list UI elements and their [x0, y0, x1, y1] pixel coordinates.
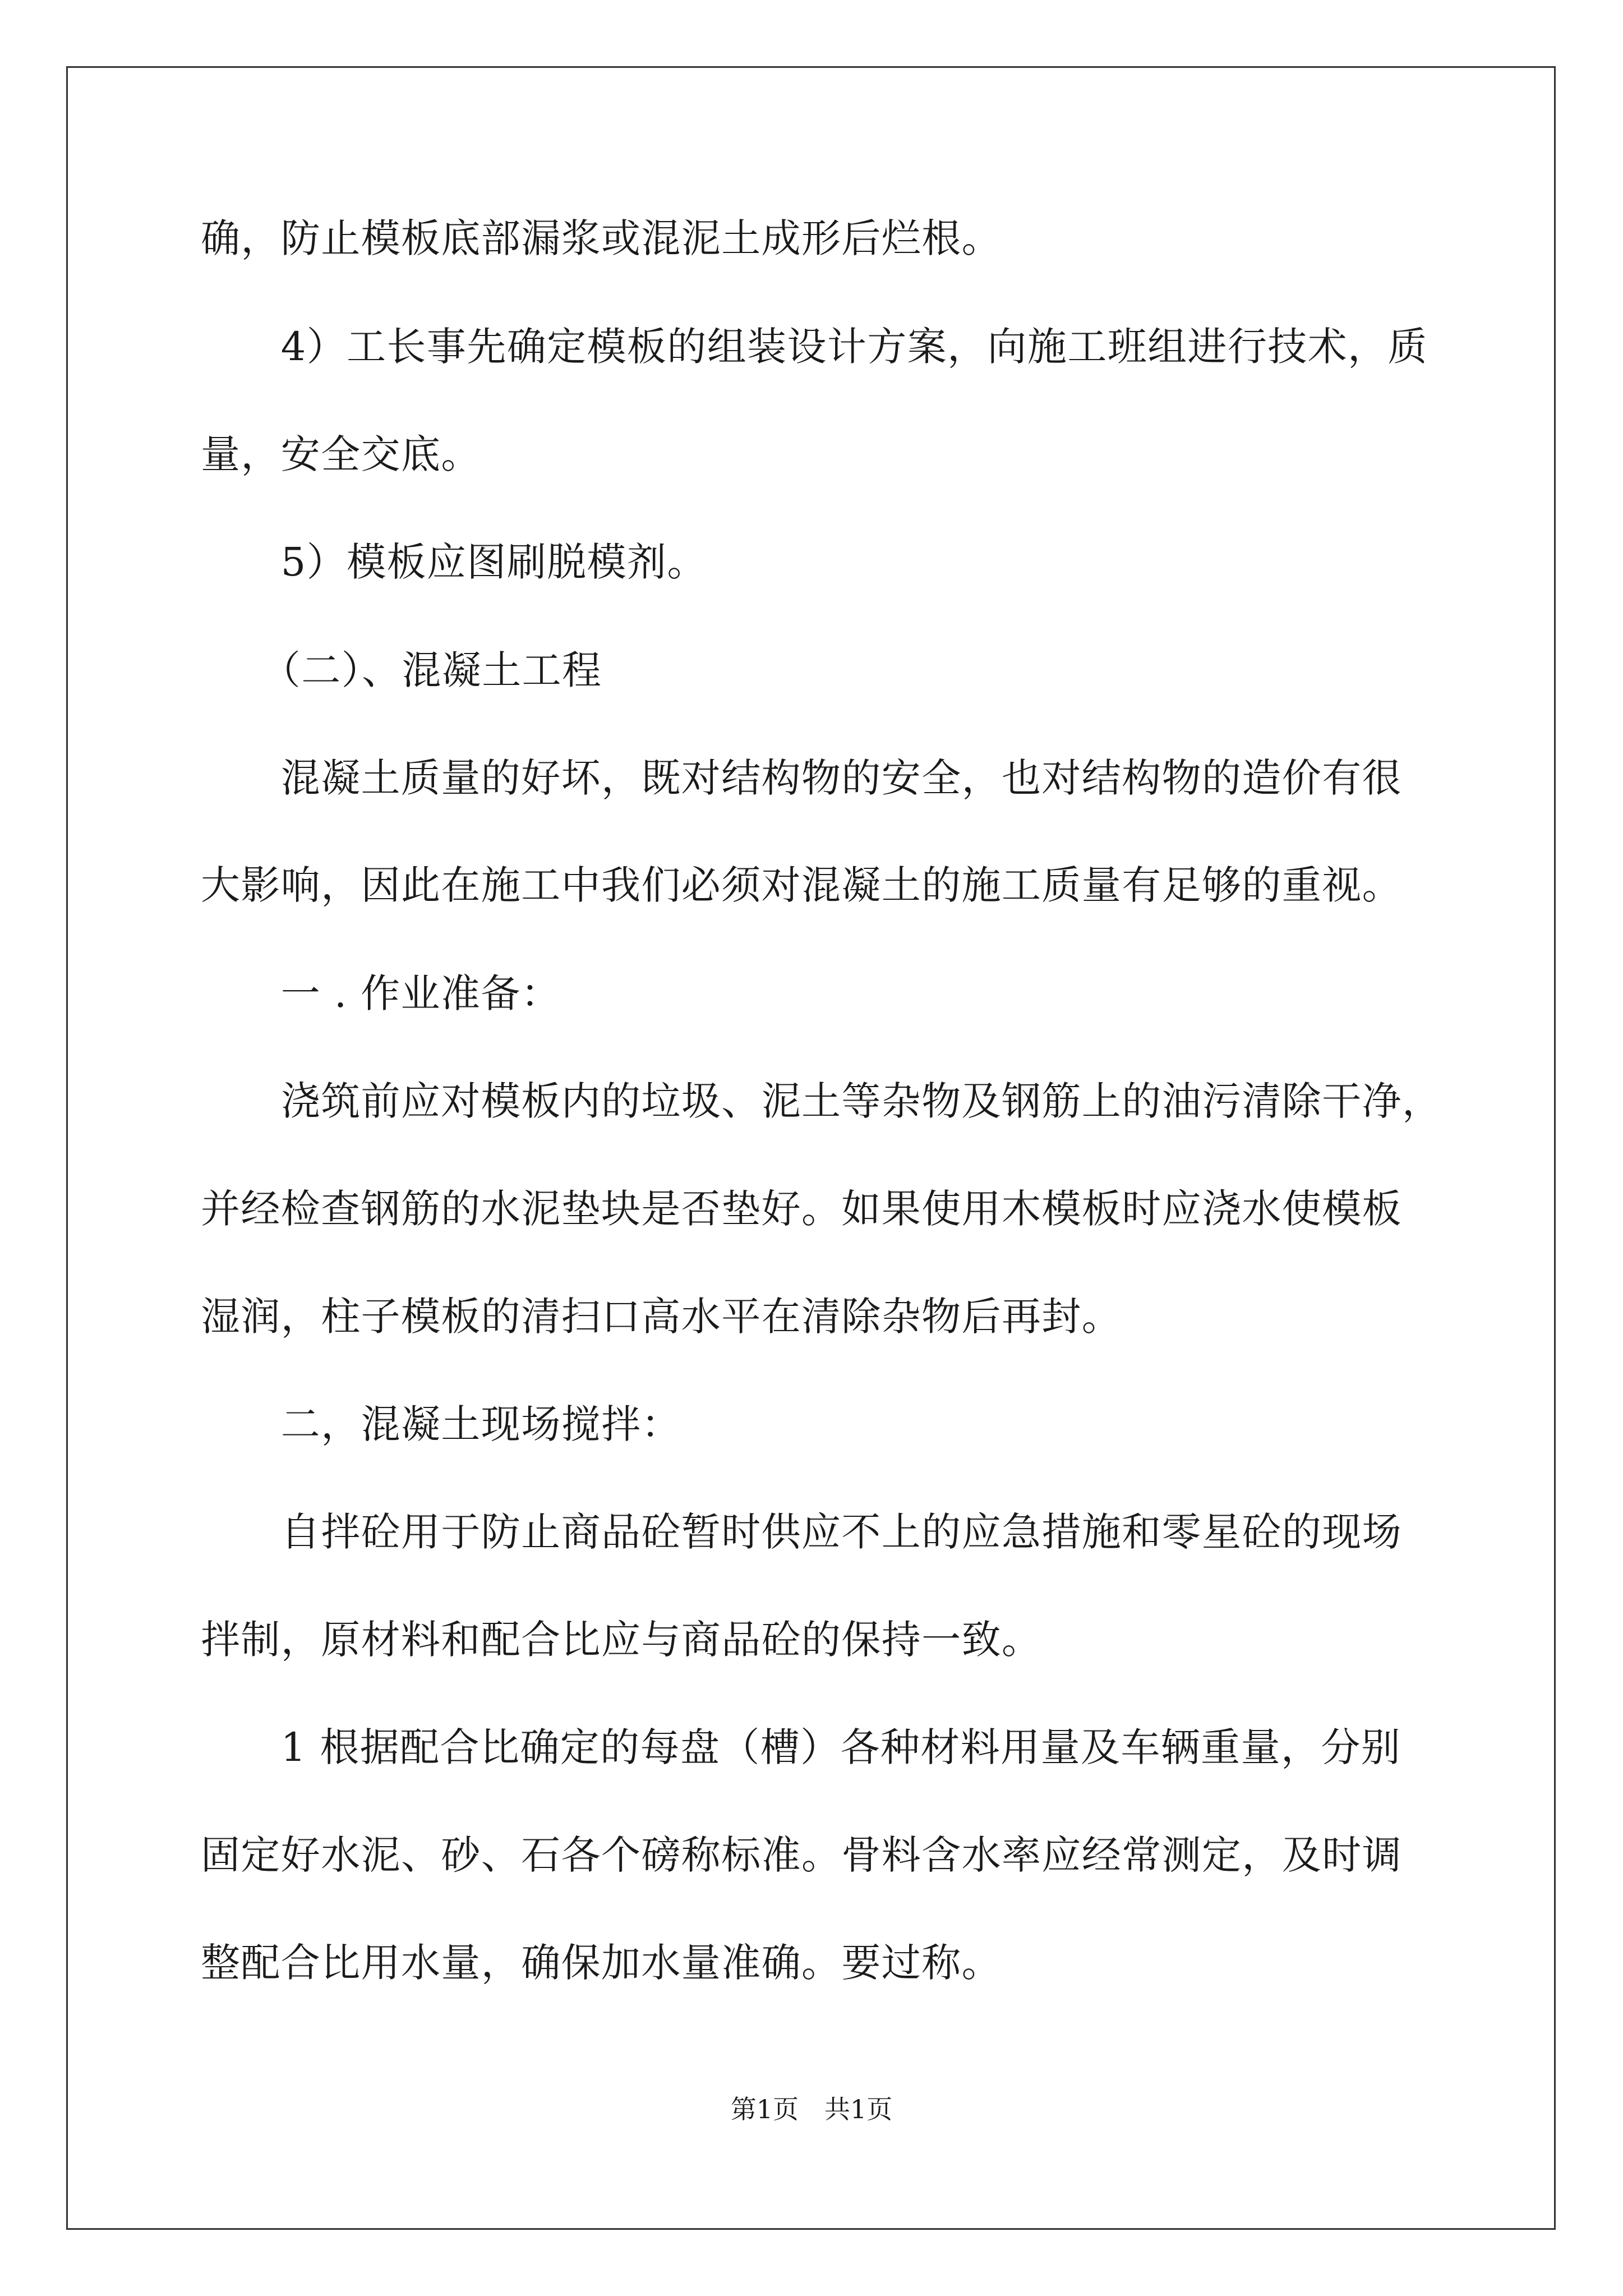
text-line: 整配合比用水量，确保加水量准确。要过称。	[201, 1940, 1002, 1986]
page-border	[66, 66, 1556, 2230]
text-line: 大影响，因此在施工中我们必须对混凝土的施工质量有足够的重视。	[201, 862, 1402, 908]
text-line: 并经检查钢筋的水泥垫块是否垫好。如果使用木模板时应浇水使模板	[201, 1186, 1402, 1232]
text-line: 确，防止模板底部漏浆或混泥土成形后烂根。	[201, 215, 1002, 261]
subsection-heading: 一 . 作业准备：	[201, 970, 561, 1016]
text-line: 浇筑前应对模板内的垃圾、泥土等杂物及钢筋上的油污清除干净，	[201, 1078, 1442, 1124]
text-line: 湿润，柱子模板的清扫口高水平在清除杂物后再封。	[201, 1294, 1122, 1340]
page-number-footer: 第1页 共1页	[730, 2094, 893, 2124]
text-line: 1 根据配合比确定的每盘（槽）各种材料用量及车辆重量，分别	[201, 1724, 1401, 1770]
text-line: 4）工长事先确定模板的组装设计方案，向施工班组进行技术，质	[201, 324, 1428, 370]
text-line: 量，安全交底。	[201, 431, 481, 477]
section-heading: （二）、混凝土工程	[201, 647, 602, 693]
text-line: 混凝土质量的好坏，既对结构物的安全，也对结构物的造价有很	[201, 755, 1402, 801]
subsection-heading: 二，混凝土现场搅拌：	[201, 1401, 681, 1447]
text-line: 拌制，原材料和配合比应与商品砼的保持一致。	[201, 1617, 1042, 1663]
text-line: 5）模板应图刷脱模剂。	[201, 539, 707, 585]
text-line: 固定好水泥、砂、石各个磅称标准。骨料含水率应经常测定，及时调	[201, 1832, 1402, 1878]
text-line: 自拌砼用于防止商品砼暂时供应不上的应急措施和零星砼的现场	[201, 1509, 1402, 1555]
